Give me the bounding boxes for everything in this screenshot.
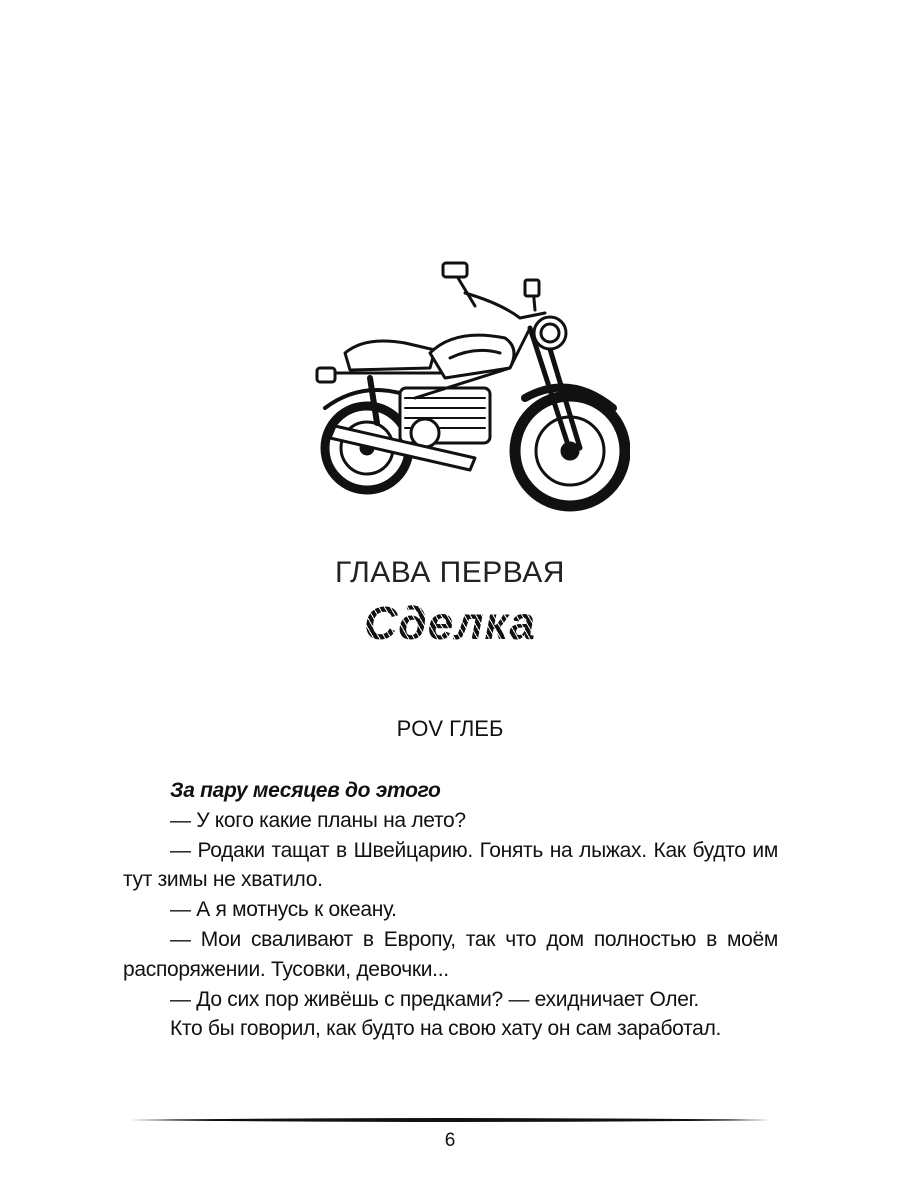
chapter-title: Сделка bbox=[0, 596, 900, 650]
pov-heading: POV ГЛЕБ bbox=[396, 716, 504, 741]
paragraph: — А я мотнусь к океану. bbox=[170, 898, 397, 922]
paragraph: — До сих пор живёшь с предками? — ехидничает Олег. bbox=[170, 987, 699, 1011]
page-number: 6 bbox=[444, 1130, 456, 1151]
paragraph: — Мои сваливают в Европу, так что дом полностью в моём распоряжении. Тусовки, девочки... bbox=[123, 927, 778, 981]
motorcycle-illustration bbox=[305, 258, 630, 523]
subheading: За пару месяцев до этого bbox=[170, 779, 441, 802]
footer-divider bbox=[130, 1117, 770, 1123]
paragraph: — У кого какие планы на лето? bbox=[170, 808, 466, 832]
paragraph: Кто бы говорил, как будто на свою хату он сам заработал. bbox=[170, 1017, 722, 1041]
body-text bbox=[123, 776, 778, 1044]
paragraph: — Родаки тащат в Швейцарию. Гонять на лыжах. Как будто им тут зимы не хватило. bbox=[123, 838, 778, 892]
chapter-label: ГЛАВА ПЕРВАЯ bbox=[335, 556, 565, 589]
